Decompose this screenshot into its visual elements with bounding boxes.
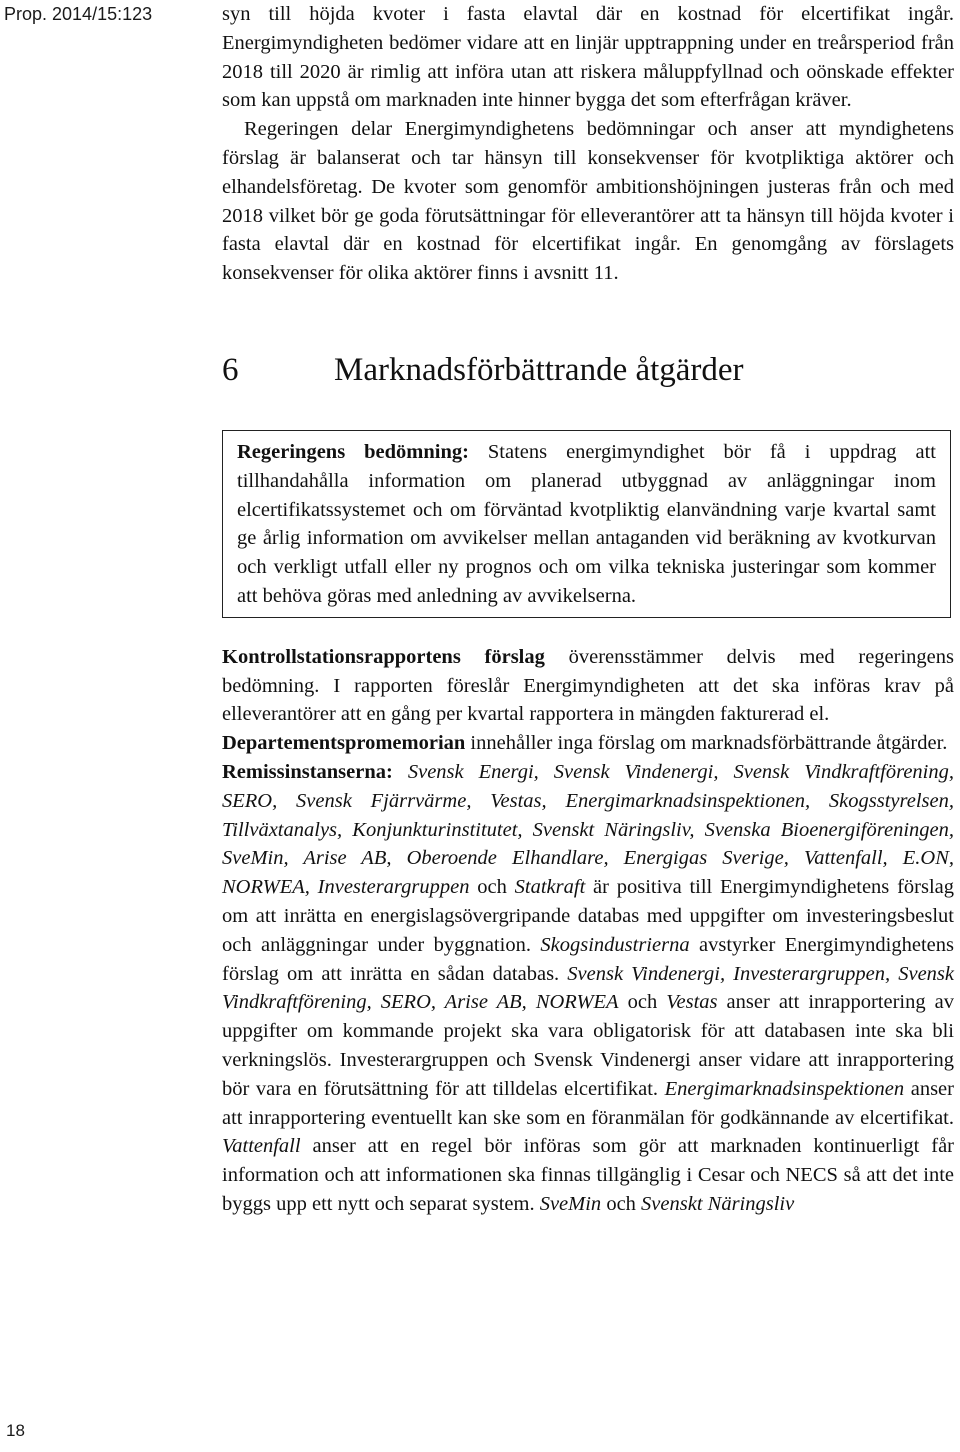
kontroll-label: Kontrollstationsrapportens förslag: [222, 645, 545, 668]
assessment-label: Regeringens bedömning:: [237, 440, 469, 463]
page-number: 18: [6, 1421, 25, 1440]
remiss-label: Remissinstanserna:: [222, 760, 393, 783]
document-reference: Prop. 2014/15:123: [4, 4, 153, 24]
paragraph-government-view: Regeringen delar Energimyndighetens bedömningar och anser att myndighetens förslag är balanserat och tar hänsyn till konsekvenser för kvotpliktiga aktörer och elhandelsföretag. De kvoter som genomför ambitionshöjningen justeras från och med 2018 vilket bör ge goda förutsättningar för elleverantörer att ta hänsyn till höjda kvoter i fasta elavtal där en kostnad för elcertifikat ingår. En genomgång av förslagets konsekvenser för olika aktörer finns i avsnitt 11.: [222, 118, 954, 285]
remiss-organisations-2: Statkraft: [514, 876, 586, 899]
remiss-text-8: och: [601, 1192, 642, 1215]
remiss-text-1: och: [469, 876, 515, 899]
remiss-text-7: anser att en regel bör införas som gör att marknaden kontinuerligt får information och att informationen ska finnas tillgänglig i Cesar och NECS så att det inte byggs upp ett nytt och separat system.: [222, 1135, 954, 1215]
remiss-text-4: och: [618, 991, 667, 1014]
assessment-box: [222, 430, 951, 618]
section-title: Marknadsförbättrande åtgärder: [334, 351, 744, 388]
paragraph-promemoria: [222, 729, 954, 758]
remiss-text-6: anser att inrapportering eventuellt kan ske som en föranmälan för godkännande av elcertifikat.: [222, 1077, 954, 1129]
paragraph-remissinstanser: [222, 758, 954, 1219]
remiss-text-5: anser att inrapportering av uppgifter om kommande projekt ska vara obligatorisk för att databasen inte ska bli verkningslös. Investerargruppen och Svensk Vindenergi anser vidare att inrapportering bör vara en förutsättning för att tilldelas elcertifikat.: [222, 991, 954, 1100]
paragraph-continuation: syn till höjda kvoter i fasta elavtal där en kostnad för elcertifikat ingår. Energimyndigheten bedömer vidare att en linjär upptrappning under en treårsperiod från 2018 till 2020 är rimlig att införa utan att riskera måluppfyllnad och oönskade effekter som kan uppstå om marknaden inte hinner bygga det som efterfrågan kräver.: [222, 3, 954, 112]
remiss-organisations-9: Svenskt Näringsliv: [641, 1192, 795, 1215]
remiss-text-2: är positiva till Energimyndighetens förslag om att inrätta en energislagsövergripande databas med uppgifter om investeringsbeslut och anläggningar under byggnation.: [222, 876, 954, 956]
main-text-column: [222, 0, 954, 1219]
remiss-text-3: avstyrker Energimyndighetens förslag om att inrätta en sådan databas.: [222, 933, 954, 985]
assessment-text: Statens energimyndighet bör få i uppdrag att tillhandahålla information om planerad utbyggnad av anläggningar inom elcertifikatssystemet och om förväntad kvotpliktig elanvändning varje kvartal samt ge årlig information om avvikelser mellan antaganden vid beräkning av kvotkurvan och verkligt utfall eller ny prognos och om vilka tekniska justeringar som kommer att behöva göras med anledning av avvikelserna.: [237, 440, 936, 607]
section-number: 6: [222, 351, 239, 388]
remiss-organisations-5: Vestas: [666, 991, 718, 1014]
paragraph-kontrollstation: [222, 643, 954, 729]
section-heading: [222, 348, 954, 392]
remiss-organisations-1: Svensk Energi, Svensk Vindenergi, Svensk Vindkraftförening, SERO, Svensk Fjärrvärme, Vestas, Energimarknadsinspektionen, Skogsstyrelsen, Tillväxtanalys, Konjunkturinstitutet, Svenskt Näringsliv, Svenska Bioenergiföreningen, SveMin, Arise AB, Oberoende Elhandlare, Energigas Sverige, Vattenfall, E.ON, NORWEA, Investerargruppen: [222, 760, 954, 899]
promemoria-label: Departementspromemorian: [222, 732, 466, 755]
remiss-organisations-8: SveMin: [539, 1192, 602, 1215]
kontroll-text: överensstämmer delvis med regeringens bedömning. I rapporten föreslår Energimyndigheten att det ska införas krav på elleverantörer att en gång per kvartal rapportera in mängden fakturerad el.: [222, 645, 954, 726]
remiss-organisations-7: Vattenfall: [222, 1135, 301, 1158]
promemoria-text: innehåller inga förslag om marknadsförbättrande åtgärder.: [465, 732, 948, 755]
remiss-organisations-3: Skogsindustrierna: [540, 933, 690, 956]
assessment-paragraph: [237, 438, 936, 611]
remiss-organisations-6: Energimarknadsinspektionen: [664, 1077, 905, 1100]
remiss-organisations-4: Svensk Vindenergi, Investerargruppen, Svensk Vindkraftförening, SERO, Arise AB, NORWEA: [222, 962, 954, 1014]
